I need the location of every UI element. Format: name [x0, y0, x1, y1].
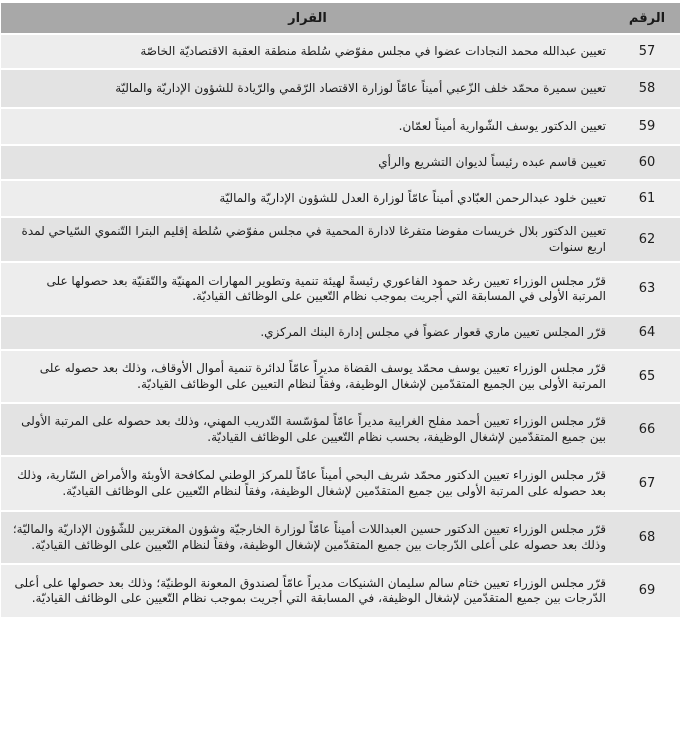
decision-text: قرّر مجلس الوزراء تعيين أحمد مفلح الغرايبة مديراً عامّاً لمؤسّسة التّدريب المهني، وذلك بعد حصوله على المرتبة الأولى بين جميع المتقدّمين لإشغال الوظيفة، بحسب نظام التّعيين على الوظائف القياديّة.: [1, 404, 614, 455]
table-row: [1, 512, 680, 563]
decision-text: تعيين سميرة محمّد خلف الزّعبي أميناً عامّاً لوزارة الاقتصاد الرّقمي والرّيادة للشؤون الإداريّة والماليّة: [1, 70, 614, 107]
decision-text: قرّر مجلس الوزراء تعيين يوسف محمّد يوسف القضاة مديراً عامّاً لدائرة تنمية أموال الأوقاف، وذلك بعد حصوله على المرتبة الأولى بين الجميع المتقدّمين لإشغال الوظيفة، وفقاً لنظام التعيين على الوظائف القياديّة.: [1, 351, 614, 402]
table-row: [1, 181, 680, 216]
decision-text: قرّر مجلس الوزراء تعيين الدكتور محمّد شريف البحي أميناً عامّاً للمركز الوطني لمكافحة الأوبئة والأمراض السّارية، وذلك بعد حصوله على المرتبة الأولى بين جميع المتقدّمين لإشغال الوظيفة، وفقاً لنظام التّعيين على الوظائف القياديّة.: [1, 457, 614, 510]
decision-column-header: القرار: [1, 3, 614, 33]
decision-number: 63: [614, 263, 680, 315]
decision-number: 65: [614, 351, 680, 402]
decision-text: تعيين الدكتور بلال خريسات مفوضا متفرغا لادارة المحمية في مجلس مفوّضي سُلطة إقليم البترا التّنموي السّياحي لمدة اربع سنوات: [1, 218, 614, 261]
decision-text: تعيين عبدالله محمد النجادات عضوا في مجلس مفوّضي سُلطة منطقة العقبة الاقتصاديّة الخاصّة: [1, 35, 614, 68]
table-row: [1, 146, 680, 179]
decision-number: 59: [614, 109, 680, 144]
decision-number: 68: [614, 512, 680, 563]
decision-number: 69: [614, 565, 680, 617]
decision-number: 67: [614, 457, 680, 510]
decision-text: تعيين قاسم عبده رئيساً لديوان التشريع والرأي: [1, 146, 614, 179]
decisions-table: [1, 1, 680, 619]
decision-text: قرّر مجلس الوزراء تعيين ختام سالم سليمان الشنيكات مديراً عامّاً لصندوق المعونة الوطنيّة؛ وذلك بعد حصولها على أعلى الدّرجات بين جميع المتقدّمين لإشغال الوظيفة، في المسابقة التي أجريت بموجب نظام التّعيين على الوظائف القياديّة.: [1, 565, 614, 617]
decision-number: 57: [614, 35, 680, 68]
decision-text: تعيين الدكتور يوسف الشّوارية أميناً لعمّان.: [1, 109, 614, 144]
decision-text: قرّر مجلس الوزراء تعيين الدكتور حسين العبداللات أميناً عامّاً لوزارة الخارجيّة وشؤون المغتربين للشّؤون الإداريّة والماليّة؛ وذلك بعد حصوله على أعلى الدّرجات بين جميع المتقدّمين لإشغال الوظيفة، وفقاً لنظام التّعيين على الوظائف القياديّة.: [1, 512, 614, 563]
decision-number: 58: [614, 70, 680, 107]
table-row: [1, 565, 680, 617]
table-row: [1, 351, 680, 402]
table-header-row: [1, 3, 680, 33]
table-row: [1, 317, 680, 349]
table-row: [1, 109, 680, 144]
table-row: [1, 457, 680, 510]
table-row: [1, 35, 680, 68]
decision-number: 66: [614, 404, 680, 455]
table-row: [1, 70, 680, 107]
decision-number: 60: [614, 146, 680, 179]
decision-number: 64: [614, 317, 680, 349]
table-row: [1, 218, 680, 261]
decision-text: قرّر مجلس الوزراء تعيين رغد حمود الفاعوري رئيسةً لهيئة تنمية وتطوير المهارات المهنيّة والتّقنيّة بعد حصولها على المرتبة الأولى في المسابقة التي أجريت بموجب نظام التّعيين على الوظائف القياديّة.: [1, 263, 614, 315]
decision-text: قرّر المجلس تعيين ماري قعوار عضواً في مجلس إدارة البنك المركزي.: [1, 317, 614, 349]
table-row: [1, 404, 680, 455]
decision-number: 62: [614, 218, 680, 261]
table-row: [1, 263, 680, 315]
decision-number: 61: [614, 181, 680, 216]
number-column-header: الرقم: [614, 3, 680, 33]
decision-text: تعيين خلود عبدالرحمن العبّادي أميناً عامّاً لوزارة العدل للشؤون الإداريّة والماليّة: [1, 181, 614, 216]
